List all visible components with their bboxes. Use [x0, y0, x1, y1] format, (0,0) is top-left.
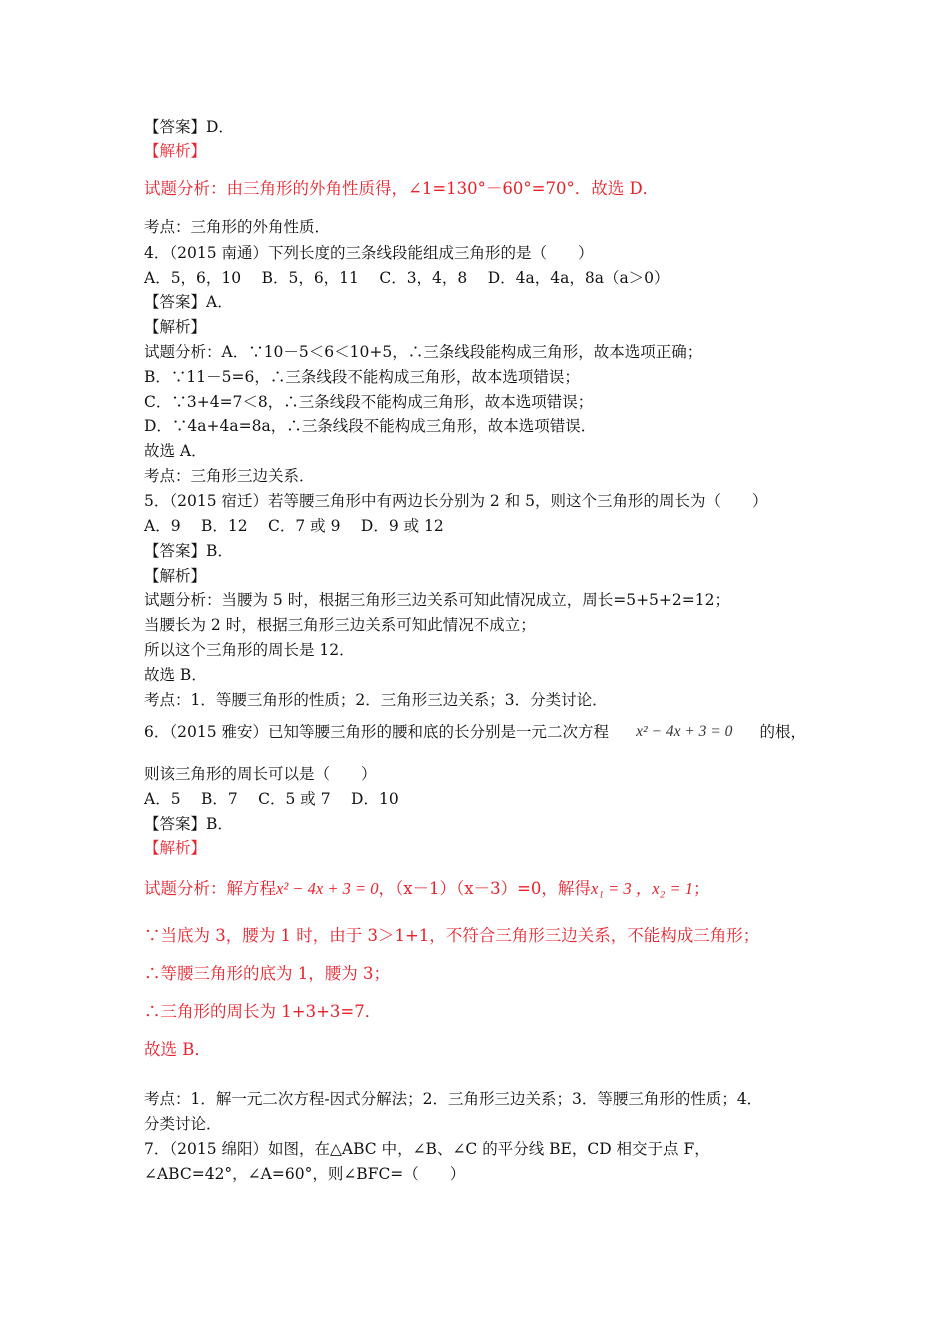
- q4-analysis-line: C．∵3+4=7＜8，∴三条线段不能构成三角形，故本选项错误；: [144, 393, 594, 411]
- prev-answer: 【答案】D．: [144, 118, 234, 136]
- q5-analysis-line: 当腰长为 2 时，根据三角形三边关系可知此情况不成立；: [144, 616, 536, 634]
- q5-answer: 【答案】B．: [144, 542, 233, 560]
- q4-answer: 【答案】A．: [144, 293, 233, 311]
- q5-analysis-line: 故选 B．: [144, 666, 207, 684]
- q5-analysis-line: 所以这个三角形的周长是 12．: [144, 641, 355, 659]
- q5-options: A．9 B．12 C．7 或 9 D．9 或 12: [144, 517, 444, 535]
- q4-options: A．5，6，10 B．5，6，11 C．3，4，8 D．4a，4a，8a（a＞0）: [144, 269, 670, 287]
- q4-kaodian: 考点：三角形三边关系．: [144, 467, 315, 485]
- q4-analysis-line: 故选 A．: [144, 442, 207, 460]
- q6-analysis-title: 【解析】: [144, 839, 207, 857]
- q6-stem: [144, 722, 806, 742]
- prev-analysis: 试题分析：由三角形的外角性质得，∠1=130°－60°=70°．故选 D．: [144, 179, 660, 198]
- q4-stem: 4．（2015 南通）下列长度的三条线段能组成三角形的是（ ）: [144, 244, 594, 262]
- q6-equation: x² − 4x + 3 = 0: [636, 723, 733, 740]
- q6-line1-prefix: 试题分析：解方程: [144, 879, 276, 898]
- q6-line1-equation: x² − 4x + 3 = 0: [276, 879, 379, 898]
- q6-line1-mid: ，（x－1）（x－3）=0，解得: [378, 879, 591, 898]
- q4-analysis-line: D．∵4a+4a=8a，∴三条线段不能构成三角形，故本选项错误．: [144, 417, 597, 435]
- q5-stem: 5．（2015 宿迁）若等腰三角形中有两边长分别为 2 和 5，则这个三角形的周长为（ ）: [144, 492, 768, 510]
- q7-stem-line2: ∠ABC=42°，∠A=60°，则∠BFC=（ ）: [144, 1165, 466, 1183]
- prev-kaodian: 考点：三角形的外角性质．: [144, 218, 331, 236]
- q4-analysis-title: 【解析】: [144, 318, 207, 336]
- q6-analysis-line: 故选 B．: [144, 1040, 211, 1059]
- q5-analysis-title: 【解析】: [144, 567, 207, 585]
- q6-options: A．5 B．7 C．5 或 7 D．10: [144, 790, 399, 808]
- q5-analysis-line: 试题分析：当腰为 5 时，根据三角形三边关系可知此情况成立，周长=5+5+2=12；: [144, 591, 730, 609]
- q7-stem-line1: 7．（2015 绵阳）如图，在△ABC 中，∠B、∠C 的平分线 BE，CD 相交于点 F，: [144, 1140, 710, 1158]
- prev-analysis-title: 【解析】: [144, 142, 207, 160]
- q6-stem-prefix: 6．（2015 雅安）已知等腰三角形的腰和底的长分别是一元二次方程: [144, 723, 609, 741]
- q4-analysis-line: 试题分析：A．∵10－5＜6＜10+5，∴三条线段能构成三角形，故本选项正确；: [144, 343, 703, 361]
- q6-kaodian-line1: 考点：1．解一元二次方程-因式分解法；2．三角形三边关系；3．等腰三角形的性质；4．: [144, 1090, 763, 1108]
- q6-kaodian-line2: 分类讨论．: [144, 1115, 222, 1133]
- q6-analysis-line1: [144, 879, 709, 899]
- q4-analysis-line: B．∵11－5=6，∴三条线段不能构成三角形，故本选项错误；: [144, 368, 580, 386]
- q6-analysis-line: ∴等腰三角形的底为 1，腰为 3；: [144, 964, 390, 983]
- q6-stem-line2: 则该三角形的周长可以是（ ）: [144, 765, 377, 783]
- q6-analysis-line: ∵当底为 3，腰为 1 时，由于 3＞1+1，不符合三角形三边关系，不能构成三角形；: [144, 926, 760, 945]
- q6-answer: 【答案】B．: [144, 815, 233, 833]
- q5-kaodian: 考点：1．等腰三角形的性质；2．三角形三边关系；3．分类讨论．: [144, 691, 608, 709]
- q6-stem-suffix: 的根，: [759, 723, 806, 741]
- q6-line1-roots: x₁ = 3 ，x₂ = 1: [590, 879, 693, 898]
- q6-line1-end: ；: [692, 879, 710, 898]
- q6-analysis-line: ∴三角形的周长为 1+3+3=7．: [144, 1002, 382, 1021]
